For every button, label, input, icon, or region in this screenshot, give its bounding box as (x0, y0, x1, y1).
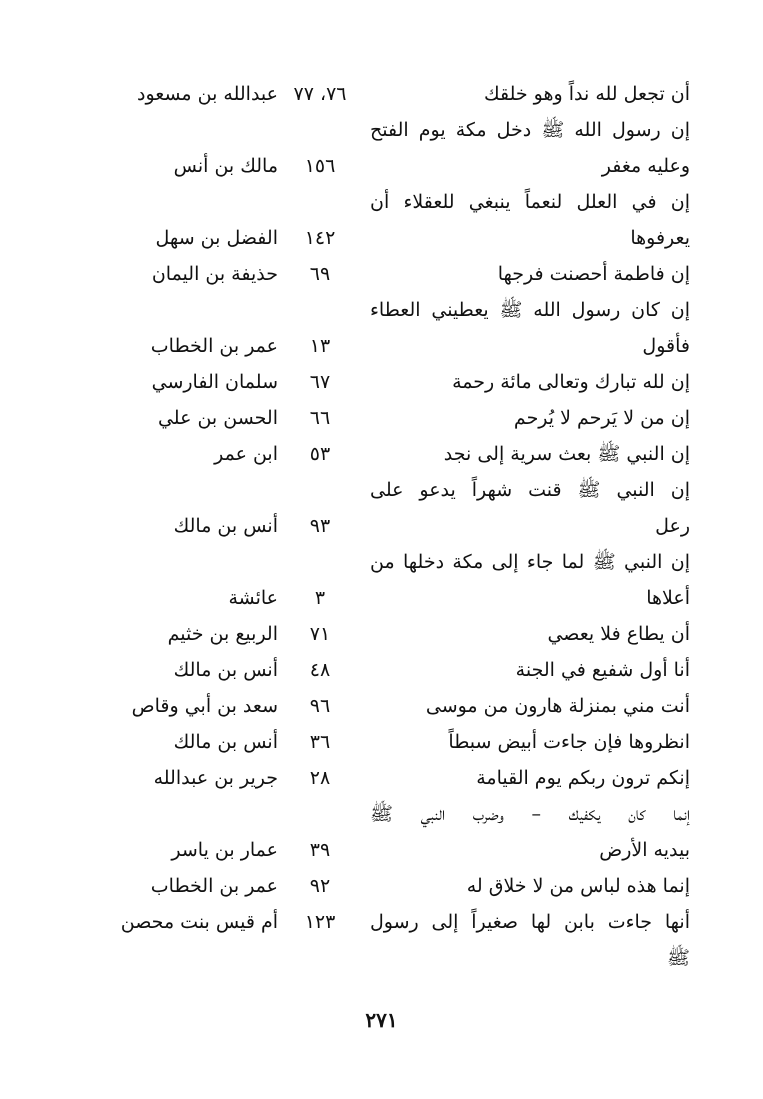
index-entry (100, 328, 690, 364)
index-entry (100, 292, 690, 328)
hadith-text: إن النبي ﷺ بعث سرية إلى نجد (443, 443, 690, 465)
hadith-text: إن لله تبارك وتعالى مائة رحمة (452, 371, 690, 393)
hadith-text: أنا أول شفيع في الجنة (515, 659, 690, 681)
page-reference: ١٥٦ (304, 155, 336, 177)
hadith-index-list (100, 76, 690, 976)
index-entry (100, 904, 690, 940)
index-entry (100, 508, 690, 544)
page-reference: ١٣ (309, 335, 331, 357)
index-entry (100, 220, 690, 256)
page-reference: ٥٣ (309, 443, 331, 465)
index-entry (100, 436, 690, 472)
index-entry (100, 580, 690, 616)
index-entry (100, 724, 690, 760)
page-reference: ٣٦ (309, 731, 331, 753)
page-reference: ٣ (314, 587, 326, 609)
narrator-name: سعد بن أبي وقاص (131, 695, 278, 717)
narrator-name: أنس بن مالك (173, 515, 278, 537)
narrator-name: عمر بن الخطاب (150, 875, 278, 897)
narrator-name: أنس بن مالك (173, 731, 278, 753)
page-reference: ٧٦، ٧٧ (293, 83, 347, 105)
index-entry (100, 688, 690, 724)
narrator-name: أم قيس بنت محصن (120, 911, 278, 933)
index-entry (100, 184, 690, 220)
hadith-text: بيديه الأرض (599, 839, 690, 861)
index-entry (100, 940, 690, 976)
narrator-name: عبدالله بن مسعود (137, 83, 278, 105)
narrator-name: عائشة (228, 587, 278, 609)
index-entry (100, 868, 690, 904)
narrator-name: ابن عمر (214, 443, 278, 465)
page-reference: ٤٨ (309, 659, 331, 681)
hadith-text: إن من لا يَرحم لا يُرحم (513, 407, 690, 429)
hadith-text: أنها جاءت بابن لها صغيراً إلى رسول (370, 911, 690, 933)
narrator-name: أنس بن مالك (173, 659, 278, 681)
narrator-name: عمر بن الخطاب (150, 335, 278, 357)
hadith-text: إن كان رسول الله ﷺ يعطيني العطاء (370, 299, 690, 321)
hadith-text: إنكم ترون ربكم يوم القيامة (476, 767, 690, 789)
narrator-name: الحسن بن علي (157, 407, 278, 429)
narrator-name: الربيع بن خثيم (167, 623, 278, 645)
hadith-text: ﷺ (667, 947, 690, 969)
page-reference: ٩٣ (309, 515, 331, 537)
hadith-text: إن فاطمة أحصنت فرجها (497, 263, 690, 285)
narrator-name: عمار بن ياسر (171, 839, 278, 861)
page-reference: ٦٧ (309, 371, 331, 393)
hadith-text: أعلاها (646, 587, 690, 609)
index-entry (100, 796, 690, 832)
hadith-text: يعرفوها (630, 227, 690, 249)
narrator-name: حذيفة بن اليمان (151, 263, 278, 285)
page-reference: ١٤٢ (304, 227, 336, 249)
index-entry (100, 652, 690, 688)
narrator-name: الفضل بن سهل (155, 227, 278, 249)
index-entry (100, 400, 690, 436)
page-reference: ٦٩ (309, 263, 331, 285)
hadith-text: إن رسول الله ﷺ دخل مكة يوم الفتح (370, 119, 690, 141)
index-entry (100, 256, 690, 292)
page-reference: ٦٦ (309, 407, 331, 429)
index-entry (100, 112, 690, 148)
page-reference: ٩٢ (309, 875, 331, 897)
hadith-text: إن في العلل لنعماً ينبغي للعقلاء أن (370, 191, 690, 213)
page-reference: ١٢٣ (304, 911, 336, 933)
page-reference: ٩٦ (309, 695, 331, 717)
index-entry (100, 148, 690, 184)
hadith-text: وعليه مغفر (601, 155, 690, 177)
hadith-text: فأقول (642, 335, 690, 357)
narrator-name: سلمان الفارسي (151, 371, 278, 393)
narrator-name: جرير بن عبدالله (153, 767, 278, 789)
hadith-text: إن النبي ﷺ لما جاء إلى مكة دخلها من (370, 551, 690, 573)
index-entry (100, 76, 690, 112)
page-reference: ٣٩ (309, 839, 331, 861)
index-entry (100, 364, 690, 400)
page-reference: ٢٨ (309, 767, 331, 789)
page-number: ٢٧١ (365, 1008, 398, 1032)
index-entry (100, 472, 690, 508)
index-entry (100, 616, 690, 652)
hadith-text: رعل (655, 515, 690, 537)
narrator-name: مالك بن أنس (173, 155, 278, 177)
hadith-text: إنما هذه لباس من لا خلاق له (466, 875, 690, 897)
hadith-text: إنما كان يكفيك – وضرب النبي ﷺ (370, 803, 690, 825)
index-entry (100, 832, 690, 868)
hadith-text: أن تجعل لله نداً وهو خلقك (483, 83, 690, 105)
page-reference: ٧١ (309, 623, 331, 645)
hadith-text: أنت مني بمنزلة هارون من موسى (425, 695, 690, 717)
index-entry (100, 544, 690, 580)
hadith-text: إن النبي ﷺ قنت شهراً يدعو على (370, 479, 690, 501)
hadith-text: أن يطاع فلا يعصي (547, 623, 690, 645)
hadith-text: انظروها فإن جاءت أبيض سبطاً (448, 731, 690, 753)
index-entry (100, 760, 690, 796)
